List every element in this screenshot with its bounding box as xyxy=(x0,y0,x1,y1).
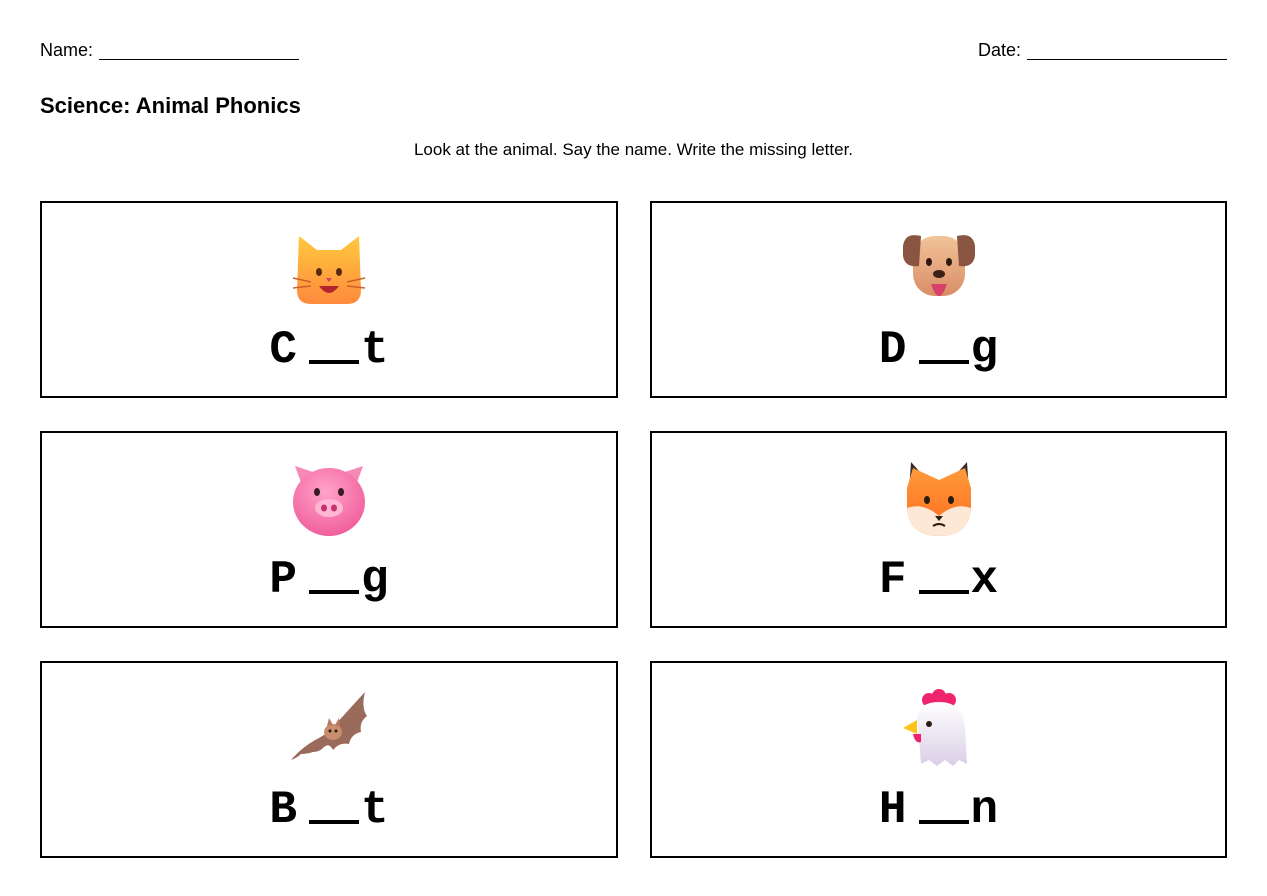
missing-letter-blank[interactable] xyxy=(309,820,359,824)
page-title: Science: Animal Phonics xyxy=(40,93,301,118)
word-puzzle xyxy=(269,780,388,836)
last-letter: x xyxy=(970,554,999,606)
fox-face-icon xyxy=(899,458,979,538)
worksheet-header xyxy=(40,40,1227,62)
dog-face-icon xyxy=(899,228,979,308)
animal-card-hen xyxy=(650,661,1227,858)
animal-card-pig xyxy=(40,431,618,628)
word-puzzle xyxy=(269,320,388,376)
pig-face-icon xyxy=(289,458,369,538)
animal-card-cat xyxy=(40,201,618,398)
date-label: Date: xyxy=(977,40,1021,60)
last-letter: t xyxy=(361,784,389,836)
last-letter: g xyxy=(970,324,999,376)
first-letter: P xyxy=(269,554,297,606)
missing-letter-blank[interactable] xyxy=(919,590,969,594)
first-letter: H xyxy=(878,784,907,836)
animal-card-bat xyxy=(40,661,618,858)
animal-card-fox xyxy=(650,431,1227,628)
instructions-text: Look at the animal. Say the name. Write the missing letter. xyxy=(413,140,854,159)
date-write-line[interactable] xyxy=(1027,45,1227,60)
animal-card-dog xyxy=(650,201,1227,398)
first-letter: D xyxy=(878,324,907,376)
missing-letter-blank[interactable] xyxy=(309,360,359,364)
last-letter: g xyxy=(361,554,389,606)
word-puzzle xyxy=(879,320,998,376)
first-letter: C xyxy=(269,324,297,376)
name-write-line[interactable] xyxy=(99,45,299,60)
name-field xyxy=(40,40,299,60)
date-field xyxy=(978,40,1227,60)
last-letter: t xyxy=(361,324,389,376)
first-letter: F xyxy=(878,554,907,606)
bat-icon xyxy=(289,688,369,768)
word-puzzle xyxy=(879,550,998,606)
missing-letter-blank[interactable] xyxy=(919,360,969,364)
animal-card-grid xyxy=(40,201,1227,858)
missing-letter-blank[interactable] xyxy=(309,590,359,594)
last-letter: n xyxy=(970,784,999,836)
word-puzzle xyxy=(879,780,998,836)
name-label: Name: xyxy=(40,40,94,60)
chicken-icon xyxy=(899,688,979,768)
cat-face-icon xyxy=(289,228,369,308)
word-puzzle xyxy=(269,550,388,606)
missing-letter-blank[interactable] xyxy=(919,820,969,824)
first-letter: B xyxy=(269,784,297,836)
